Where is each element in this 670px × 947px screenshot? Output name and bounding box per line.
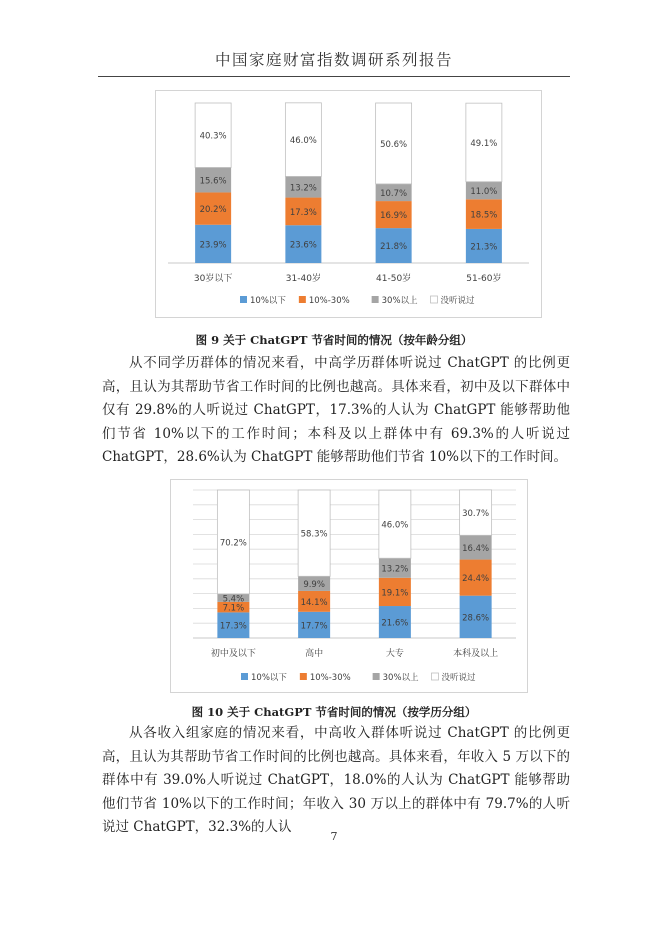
figure10-data-label-1-3: 24.4% [462,574,490,585]
figure9-legend-swatch-1 [299,296,306,303]
paragraph-income [102,722,570,840]
figure9-data-label-1-1: 17.3% [289,207,317,218]
figure10-data-label-3-1: 58.3% [300,529,328,540]
paragraph-education [102,352,570,470]
figure9-data-label-2-1: 13.2% [289,183,317,194]
figure9-category-label-2: 41-50岁 [376,274,412,284]
figure10-data-label-1-0: 7.1% [222,603,245,614]
figure9-data-label-1-3: 18.5% [470,210,498,221]
figure9-legend-swatch-2 [372,296,379,303]
figure10-data-label-2-1: 9.9% [303,580,325,591]
figure10-category-label-1: 高中 [305,649,324,659]
figure9-data-label-2-2: 10.7% [380,189,408,200]
figure9-legend-label-1: 10%-30% [308,296,350,306]
figure9-data-label-3-1: 46.0% [289,136,317,147]
figure10-data-label-3-3: 30.7% [462,509,490,520]
figure9-data-label-3-0: 40.3% [199,131,227,142]
figure10-data-label-0-1: 17.7% [300,621,328,632]
figure9-data-label-0-0: 23.9% [199,240,227,251]
figure10-legend-swatch-0 [241,673,248,680]
figure-10-svg [171,480,527,692]
figure10-data-label-1-2: 19.1% [381,588,409,599]
figure9-legend-swatch-3 [430,296,437,303]
figure10-category-label-2: 大专 [385,649,404,659]
figure9-data-label-3-3: 49.1% [470,138,498,149]
figure10-data-label-2-2: 13.2% [381,564,409,575]
figure10-legend-label-3: 没听说过 [441,673,476,683]
figure10-legend-label-2: 30%以上 [382,673,419,683]
figure10-data-label-3-2: 46.0% [381,520,409,531]
figure10-legend-swatch-3 [431,673,438,680]
figure10-data-label-1-1: 14.1% [300,597,328,608]
figure9-data-label-3-2: 50.6% [380,139,408,150]
figure9-category-label-1: 31-40岁 [285,274,321,284]
figure9-legend-label-2: 30%以上 [381,296,418,306]
figure9-data-label-2-3: 11.0% [470,187,498,198]
figure9-data-label-0-3: 21.3% [470,242,498,253]
figure9-data-label-2-0: 15.6% [199,176,227,187]
header-rule [98,76,570,77]
figure10-category-label-3: 本科及以上 [453,649,499,659]
figure9-legend-swatch-0 [240,296,247,303]
figure-10-chart [170,479,528,693]
figure9-legend-label-0: 10%以下 [250,296,286,306]
page-number: 7 [330,830,338,843]
paragraph-education-text: 从不同学历群体的情况来看，中高学历群体听说过 ChatGPT 的比例更高，且认为其帮助节省工作时间的比例也越高。具体来看，初中及以下群体中仅有 29.8%的人听说过 ChatGPT，17.3%的人认为 ChatGPT 能够帮助他们节省 10%以下的工作时间；本科及以上群体中有 69.3%的人听说过 ChatGPT，28.6%认为 ChatGPT 能够帮助他们节省 10%以下的工作时间。 [102,355,570,465]
figure10-legend-label-1: 10%-30% [309,673,351,683]
figure10-data-label-0-0: 17.3% [219,621,247,632]
figure-9-chart [155,90,542,318]
page-header-title: 中国家庭财富指数调研系列报告 [214,51,453,69]
figure10-data-label-0-3: 28.6% [462,613,490,624]
figure10-data-label-3-0: 70.2% [219,538,247,549]
figure10-legend-label-0: 10%以下 [251,673,287,683]
figure-9-svg [156,91,541,317]
figure-10-caption: 图 10 关于 ChatGPT 节省时间的情况（按学历分组） [191,705,477,719]
figure9-legend-label-3: 没听说过 [440,296,475,306]
figure9-data-label-1-0: 20.2% [199,205,227,216]
figure9-data-label-0-2: 21.8% [380,242,408,253]
figure9-data-label-1-2: 16.9% [380,211,408,222]
figure10-legend-swatch-2 [373,673,380,680]
figure9-category-label-0: 30岁以下 [193,274,233,284]
figure10-data-label-0-2: 21.6% [381,618,409,629]
figure9-data-label-0-1: 23.6% [289,240,317,251]
figure10-category-label-0: 初中及以下 [210,649,256,659]
figure9-category-label-3: 51-60岁 [466,274,502,284]
paragraph-income-text: 从各收入组家庭的情况来看，中高收入群体听说过 ChatGPT 的比例更高，且认为其帮助节省工作时间的比例也越高。具体来看，年收入 5 万以下的群体中有 39.0%人听说过 ChatGPT，18.0%的人认为 ChatGPT 能够帮助他们节省 10%以下的工作时间；年收入 30 万以上的群体中有 79.7%的人听说过 ChatGPT，32.3%的人认 [102,725,570,835]
figure10-data-label-2-3: 16.4% [462,543,490,554]
figure10-data-label-2-0: 5.4% [222,594,245,605]
figure-9-caption: 图 9 关于 ChatGPT 节省时间的情况（按年龄分组） [195,333,473,347]
figure10-legend-swatch-1 [300,673,307,680]
